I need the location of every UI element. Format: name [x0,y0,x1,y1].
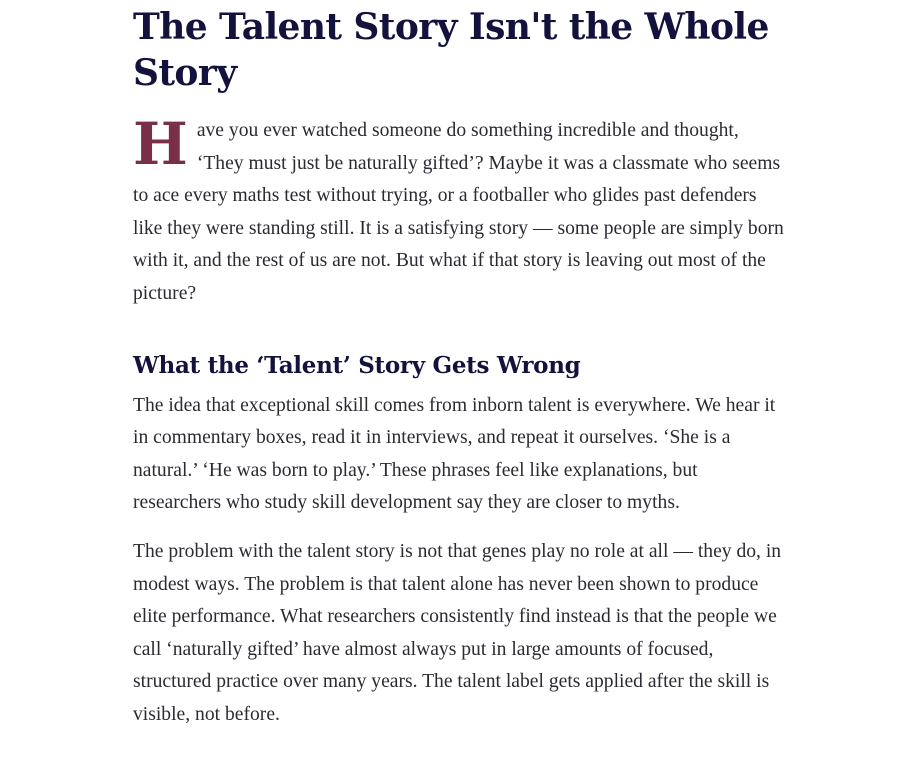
intro-paragraph [133,110,785,311]
section-heading: What the ‘Talent’ Story Gets Wrong [133,351,581,379]
body-paragraph-2: The problem with the talent story is not that genes play no role at all — they do, in modest ways. The problem is that talent alone has never been shown to produce elite performance. What researchers consistently find instead is that the people we call ‘naturally gifted’ have almost always put in large amounts of focused, structured practice over many years. The talent label gets applied after the skill is visible, not before. [133,540,782,725]
intro-text: ave you ever watched someone do something incredible and thought, ‘They must just be naturally gifted’? Maybe it was a classmate who seems to ace every maths test without trying, or a footballer who glides past defenders like they were standing still. It is a satisfying story — some people are simply born with it, and the rest of us are not. But what if that story is leaving out most of the picture? [133,120,784,304]
article [133,0,785,732]
body-paragraph-1: The idea that exceptional skill comes from inborn talent is everywhere. We hear it in commentary boxes, read it in interviews, and repeat it ourselves. ‘She is a natural.’ ‘He was born to play.’ These phrases feel like explanations, but researchers who study skill development say they are closer to myths. [133,394,776,514]
article-title: The Talent Story Isn't the Whole Story [133,6,769,94]
drop-cap: H [133,110,188,178]
